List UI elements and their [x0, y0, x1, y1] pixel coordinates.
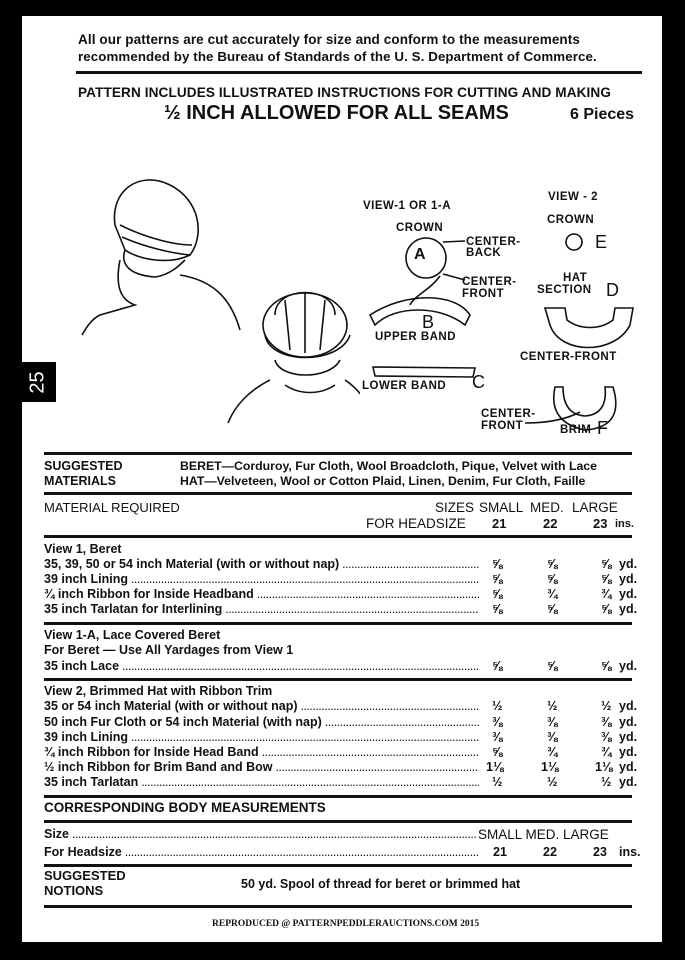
table-row: ½ inch Ribbon for Brim Band and Bow ..... 1⅛ 1⅛ 1⅛ yd. [44, 760, 634, 775]
section-title-row [44, 628, 634, 643]
center-back-label: CENTER- [466, 236, 521, 248]
hat-materials: HAT—Velveteen, Wool or Cotton Plaid, Linen, Denim, Fur Cloth, Faille [180, 474, 586, 488]
pattern-pieces-diagram [355, 180, 655, 445]
piece-a-label: A [414, 246, 427, 263]
table-row: 50 inch Fur Cloth or 54 inch Material (with nap) ..... ⅜ ⅜ ⅜ yd. [44, 715, 634, 730]
lower-band-piece-c [373, 367, 475, 377]
divider [44, 864, 632, 867]
suggested-notions-label: SUGGESTED [44, 868, 126, 883]
size-large: LARGE [572, 500, 618, 515]
material-required-title: MATERIAL REQUIRED [44, 500, 180, 515]
lower-band-label: LOWER BAND [362, 380, 447, 392]
divider [44, 905, 632, 908]
suggested-notions-label-2: NOTIONS [44, 883, 104, 898]
section-title-row [44, 542, 634, 557]
hat-section-piece-d [545, 308, 633, 348]
divider [44, 452, 632, 455]
piece-e-label: E [595, 232, 608, 252]
size-small: SMALL [479, 500, 524, 515]
notions-text: 50 yd. Spool of thread for beret or brimmed hat [241, 877, 521, 891]
headsize-label: FOR HEADSIZE [366, 516, 466, 531]
view2-title: VIEW - 2 [548, 191, 599, 203]
body-measurements-title: CORRESPONDING BODY MEASUREMENTS [44, 800, 326, 815]
beret-materials: BERET—Corduroy, Fur Cloth, Wool Broadcloth, Pique, Velvet with Lace [180, 459, 597, 473]
table-row: 35 or 54 inch Material (with or without nap) ..... ½ ½ ½ yd. [44, 699, 634, 714]
table-row: 39 inch Lining ..... ⅜ ⅜ ⅜ yd. [44, 730, 634, 745]
brim-center-front-label: CENTER- [481, 408, 536, 420]
brim-label: BRIM [560, 424, 592, 436]
crown-piece-e [566, 234, 582, 250]
table-row: 39 inch Lining ..... ⅝ ⅝ ⅝ yd. [44, 572, 634, 587]
table-row: 35 inch Tarlatan for Interlining ..... ⅝ ⅝ ⅝ yd. [44, 602, 634, 617]
headsize-row: For Headsize ..... 21 22 23 ins. [44, 845, 634, 860]
headsize-large: 23 [593, 516, 608, 531]
size-med: MED. [530, 500, 564, 515]
piece-f-label: F [597, 418, 608, 438]
table-row: ¾ inch Ribbon for Inside Headband ..... ⅝ ¾ ¾ yd. [44, 587, 634, 602]
headsize-small: 21 [492, 516, 507, 531]
hat-section-label-2: SECTION [537, 284, 592, 296]
upper-band-label: UPPER BAND [375, 331, 457, 343]
divider [44, 678, 632, 681]
size-row: Size ..... SMALL MED. LARGE [44, 827, 634, 842]
brim-center-front-label-2: FRONT [481, 420, 524, 432]
sizes-label: SIZES [435, 500, 475, 515]
divider [44, 492, 632, 495]
headsize-med: 22 [543, 516, 558, 531]
center-front-label: CENTER- [462, 276, 517, 288]
hat-section-label: HAT [563, 272, 588, 284]
hat-model-illustrations [60, 165, 360, 435]
piece-b-label: B [422, 312, 435, 332]
instructions-note: PATTERN INCLUDES ILLUSTRATED INSTRUCTIONS FOR CUTTING AND MAKING [78, 85, 612, 100]
divider [44, 820, 632, 823]
piece-count: 6 Pieces [570, 106, 635, 123]
divider [44, 795, 632, 798]
table-row: 35, 39, 50 or 54 inch Material (with or without nap) ..... ⅝ ⅝ ⅝ yd. [44, 557, 634, 572]
suggested-materials-label: SUGGESTED [44, 459, 123, 473]
view1a-note: For Beret — Use All Yardages from View 1 [44, 643, 294, 657]
brimmed-hat-model-sketch [228, 293, 360, 424]
seam-allowance: ½ INCH ALLOWED FOR ALL SEAMS [164, 102, 509, 124]
piece-c-label: C [472, 372, 485, 392]
suggested-materials-label-2: MATERIALS [44, 474, 116, 488]
table-row: 35 inch Lace ..... ⅝ ⅝ ⅝ yd. [44, 659, 634, 674]
view2-crown-label: CROWN [547, 214, 595, 226]
divider [76, 71, 642, 74]
center-front-label-2: FRONT [462, 288, 505, 300]
accuracy-statement-line1: All our patterns are cut accurately for size and conform to the measurements [78, 32, 580, 47]
table-row: ¾ inch Ribbon for Inside Head Band ..... ⅝ ¾ ¾ yd. [44, 745, 634, 760]
accuracy-statement-line2: recommended by the Bureau of Standards of the U. S. Department of Commerce. [78, 49, 597, 64]
page-number-tab: 25 [20, 362, 56, 402]
view1-title: View 1, Beret [44, 542, 122, 556]
beret-model-sketch [82, 180, 240, 335]
section-title-row [44, 684, 634, 699]
table-row: 35 inch Tarlatan ..... ½ ½ ½ yd. [44, 775, 634, 790]
view1-crown-label: CROWN [396, 222, 444, 234]
divider [44, 535, 632, 538]
center-front-d-label: CENTER-FRONT [520, 351, 617, 363]
upper-band-piece-b [370, 298, 470, 325]
piece-d-label: D [606, 280, 619, 300]
headsize-unit: ins. [615, 518, 634, 530]
center-back-label-2: BACK [466, 247, 502, 259]
view1-title: VIEW-1 OR 1-A [363, 200, 452, 212]
view1a-title: View 1-A, Lace Covered Beret [44, 628, 221, 642]
section-note-row [44, 643, 634, 658]
divider [44, 622, 632, 625]
view2-title: View 2, Brimmed Hat with Ribbon Trim [44, 684, 273, 698]
reproduction-credit: REPRODUCED @ PATTERNPEDDLERAUCTIONS.COM 2015 [212, 919, 480, 929]
